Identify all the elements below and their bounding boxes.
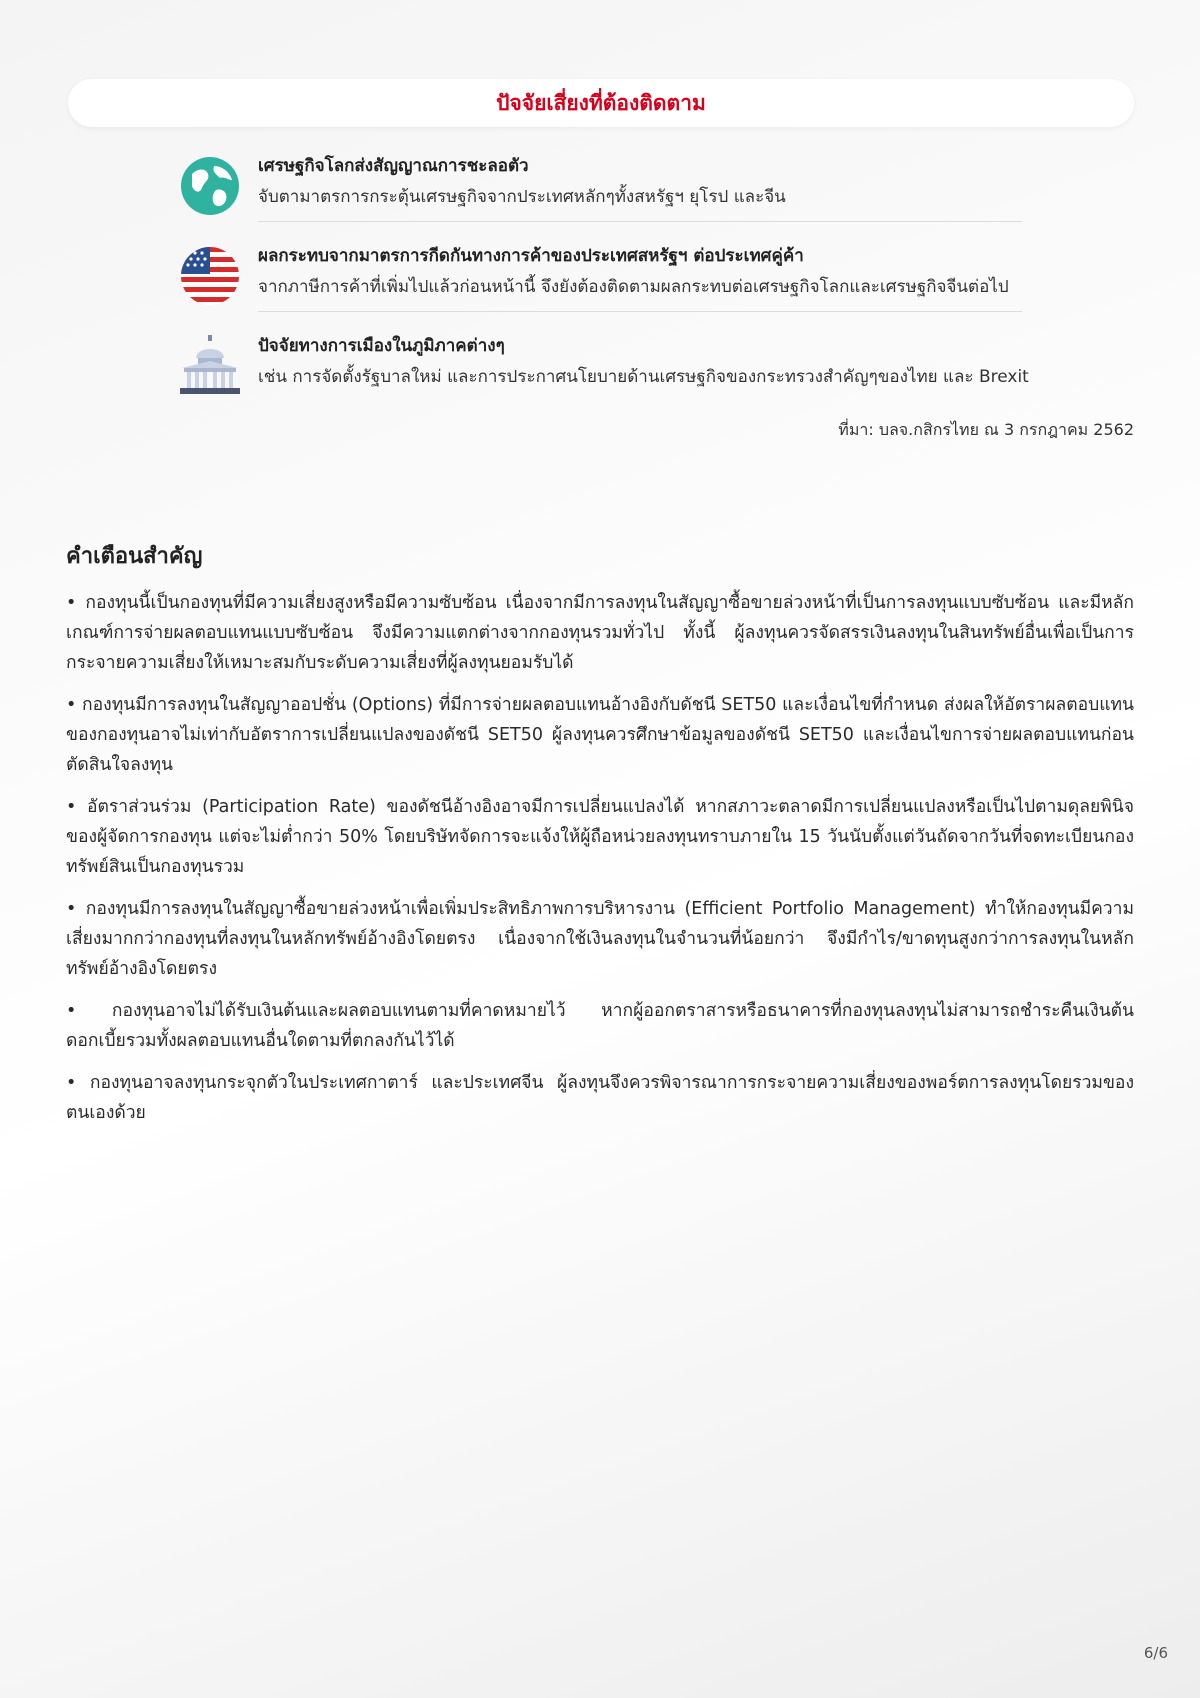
page-number: 6/6	[1143, 1644, 1168, 1662]
risk-description: จากภาษีการค้าที่เพิ่มไปแล้วก่อนหน้านี้ จึงยังต้องติดตามผลกระทบต่อเศรษฐกิจโลกและเศรษฐกิจจีนต่อไป	[258, 277, 1009, 297]
risk-title: เศรษฐกิจโลกส่งสัญญาณการชะลอตัว	[258, 156, 529, 176]
warning-item: • กองทุนมีการลงทุนในสัญญาออปชั่น (Options) ที่มีการจ่ายผลตอบแทนอ้างอิงกับดัชนี SET50 และเงื่อนไขที่กำหนด ส่งผลให้อัตราผลตอบแทนของกองทุนอาจไม่เท่ากับอัตราการเปลี่ยนแปลงของดัชนี SET50 ผู้ลงทุนควรศึกษาข้อมูลของดัชนี SET50 และเงื่อนไขการจ่ายผลตอบแทนก่อนตัดสินใจลงทุน	[66, 695, 1134, 775]
risk-item-politics	[178, 330, 1029, 402]
risk-title: ปัจจัยทางการเมืองในภูมิภาคต่างๆ	[258, 336, 505, 356]
risk-description: เช่น การจัดตั้งรัฐบาลใหม่ และการประกาศนโยบายด้านเศรษฐกิจของกระทรวงสำคัญๆของไทย และ Brexit	[258, 367, 1029, 387]
warning-item: • กองทุนอาจลงทุนกระจุกตัวในประเทศกาตาร์ และประเทศจีน ผู้ลงทุนจึงควรพิจารณาการกระจายความเสี่ยงของพอร์ตการลงทุนโดยรวมของตนเองด้วย	[66, 1073, 1134, 1123]
risk-item-global-economy	[178, 150, 1022, 222]
warning-item: • กองทุนนี้เป็นกองทุนที่มีความเสี่ยงสูงหรือมีความซับซ้อน เนื่องจากมีการลงทุนในสัญญาซื้อขายล่วงหน้าที่เป็นการลงทุนแบบซับซ้อน และมีหลักเกณฑ์การจ่ายผลตอบแทนแบบซับซ้อน จึงมีความแตกต่างจากกองทุนรวมทั่วไป ทั้งนี้ ผู้ลงทุนควรจัดสรรเงินลงทุนในสินทรัพย์อื่นเพื่อเป็นการกระจายความเสี่ยงให้เหมาะสมกับระดับความเสี่ยงที่ผู้ลงทุนยอมรับได้	[66, 593, 1134, 673]
warning-item: • กองทุนอาจไม่ได้รับเงินต้นและผลตอบแทนตามที่คาดหมายไว้ หากผู้ออกตราสารหรือธนาคารที่กองทุนลงทุนไม่สามารถชำระคืนเงินต้น ดอกเบี้ยรวมทั้งผลตอบแทนอื่นใดตามที่ตกลงกันไว้ได้	[66, 1001, 1134, 1051]
capitol-building-icon	[178, 334, 242, 398]
source-note: ที่มา: บลจ.กสิกรไทย ณ 3 กรกฎาคม 2562	[838, 420, 1134, 439]
divider	[258, 311, 1022, 312]
divider	[258, 221, 1022, 222]
warning-item: • กองทุนมีการลงทุนในสัญญาซื้อขายล่วงหน้าเพื่อเพิ่มประสิทธิภาพการบริหารงาน (Efficient Portfolio Management) ทำให้กองทุนมีความเสี่ยงมากกว่ากองทุนที่ลงทุนในหลักทรัพย์อ้างอิงโดยตรง เนื่องจากใช้เงินลงทุนในจำนวนที่น้อยกว่า จึงมีกำไร/ขาดทุนสูงกว่าการลงทุนในหลักทรัพย์อ้างอิงโดยตรง	[66, 899, 1134, 979]
risk-title: ผลกระทบจากมาตรการกีดกันทางการค้าของประเทศสหรัฐฯ ต่อประเทศคู่ค้า	[258, 246, 804, 266]
us-flag-icon	[178, 244, 242, 308]
risk-description: จับตามาตรการกระตุ้นเศรษฐกิจจากประเทศหลักๆทั้งสหรัฐฯ ยุโรป และจีน	[258, 187, 786, 207]
warnings-list	[66, 588, 1134, 1140]
risk-factors-title: ปัจจัยเสี่ยงที่ต้องติดตาม	[496, 90, 706, 115]
globe-icon	[178, 154, 242, 218]
risk-factors-header	[68, 79, 1134, 127]
warning-item: • อัตราส่วนร่วม (Participation Rate) ของดัชนีอ้างอิงอาจมีการเปลี่ยนแปลงได้ หากสภาวะตลาดมีการเปลี่ยนแปลงหรือเป็นไปตามดุลยพินิจของผู้จัดการกองทุน แต่จะไม่ต่ำกว่า 50% โดยบริษัทจัดการจะแจ้งให้ผู้ถือหน่วยลงทุนทราบภายใน 15 วันนับตั้งแต่วันถัดจากวันที่จดทะเบียนกองทรัพย์สินเป็นกองทุนรวม	[66, 797, 1134, 877]
risk-item-trade-war	[178, 240, 1022, 312]
important-warnings-title: คำเตือนสำคัญ	[66, 544, 203, 569]
